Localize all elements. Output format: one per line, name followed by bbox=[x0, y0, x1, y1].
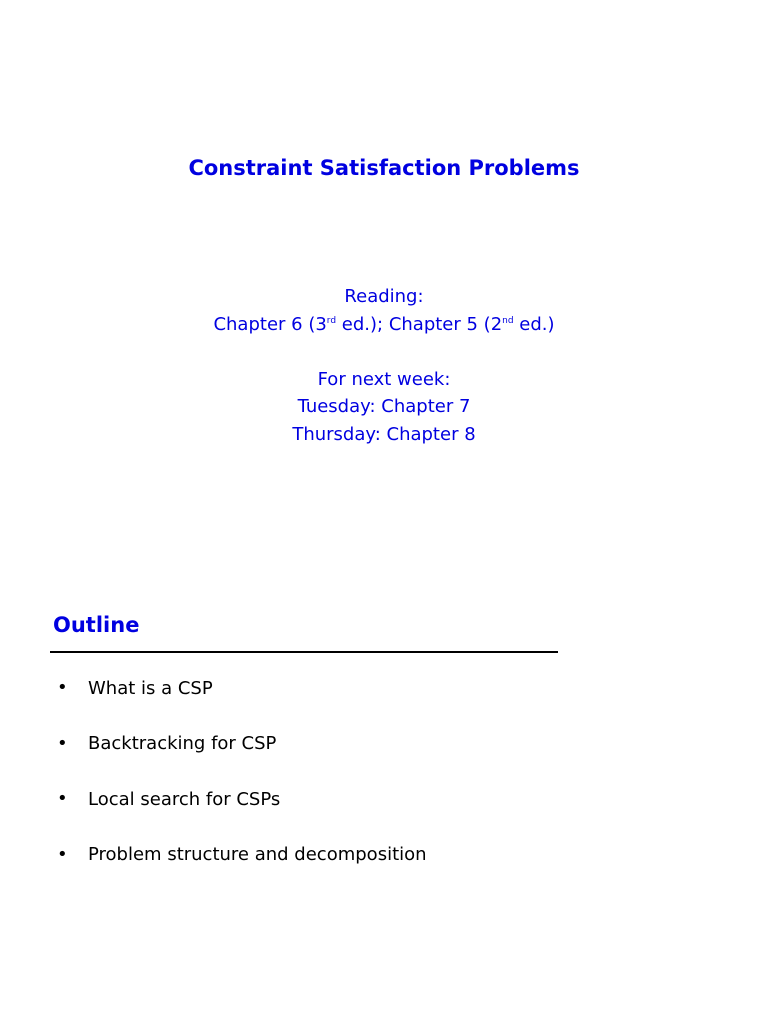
list-item bbox=[57, 785, 427, 813]
reading-chapters-part2: ed.); Chapter 5 (2 bbox=[336, 313, 503, 335]
list-item bbox=[57, 841, 427, 869]
ordinal-nd: nd bbox=[502, 315, 514, 326]
bullet-icon: • bbox=[57, 843, 68, 865]
list-item-text: Local search for CSPs bbox=[88, 788, 281, 810]
reading-chapters-part1: Chapter 6 (3 bbox=[213, 313, 327, 335]
list-item bbox=[57, 674, 427, 702]
list-item-text: What is a CSP bbox=[88, 677, 213, 699]
outline-heading: Outline bbox=[53, 613, 140, 637]
page-title: Constraint Satisfaction Problems bbox=[188, 156, 580, 180]
next-week-label: For next week: bbox=[317, 368, 451, 390]
spacer bbox=[0, 338, 768, 366]
thursday-reading: Thursday: Chapter 8 bbox=[292, 423, 476, 445]
reading-label: Reading: bbox=[344, 286, 424, 307]
reading-info bbox=[0, 283, 768, 448]
outline-list bbox=[57, 674, 427, 896]
ordinal-rd: rd bbox=[326, 315, 337, 326]
heading-divider bbox=[50, 651, 558, 653]
tuesday-reading: Tuesday: Chapter 7 bbox=[297, 396, 471, 417]
list-item-text: Backtracking for CSP bbox=[88, 733, 277, 755]
bullet-icon: • bbox=[57, 788, 68, 810]
list-item bbox=[57, 730, 427, 758]
bullet-icon: • bbox=[57, 677, 68, 698]
bullet-icon: • bbox=[57, 732, 68, 754]
reading-chapters-part3: ed.) bbox=[513, 313, 555, 335]
reading-chapters bbox=[0, 311, 768, 339]
list-item-text: Problem structure and decomposition bbox=[88, 844, 427, 866]
